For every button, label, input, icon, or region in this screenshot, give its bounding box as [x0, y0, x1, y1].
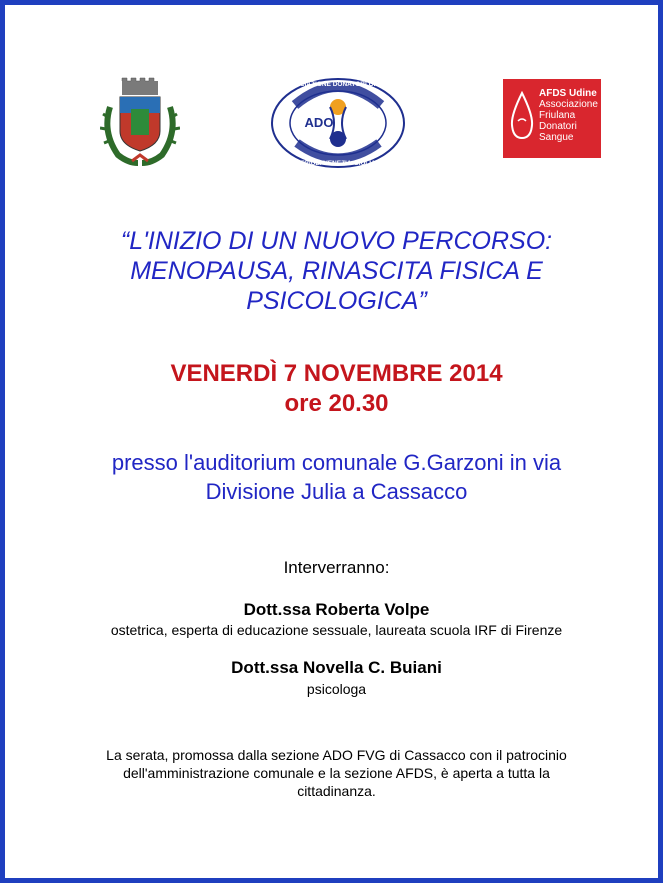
event-date: VENERDÌ 7 NOVEMBRE 2014 [170, 360, 503, 387]
afds-line: AFDS Udine [539, 88, 597, 99]
title-line: “L'INIZIO DI UN NUOVO PERCORSO: [120, 227, 553, 255]
blood-drop-icon [509, 91, 535, 141]
venue-line: Divisione Julia a Cassacco [205, 479, 468, 504]
afds-line: Friulana [539, 110, 576, 121]
footer-line: dell'amministrazione comunale e la sezione AFDS, è aperta a tutta la [123, 765, 550, 781]
event-datetime [65, 359, 608, 419]
ado-logo [267, 75, 409, 169]
ado-ring-top-text: ASSOCIAZIONE DONATORI ORGANI [281, 81, 395, 88]
event-venue [45, 448, 628, 506]
venue-line: presso l'auditorium comunale G.Garzoni in via [111, 450, 562, 475]
afds-logo [503, 79, 601, 158]
ado-ring-bottom-text: FRIULI-VENEZIA-GIULIA [300, 160, 376, 167]
speakers-heading: Interverranno: [283, 558, 390, 577]
event-title [65, 226, 608, 316]
speaker-name: Dott.ssa Novella C. Buiani [231, 658, 442, 677]
speaker-name: Dott.ssa Roberta Volpe [243, 600, 430, 619]
footer-line: cittadinanza. [297, 783, 376, 799]
municipal-crest-logo [100, 77, 180, 169]
event-time: ore 20.30 [284, 390, 389, 417]
speaker-role: ostetrica, esperta di educazione sessuale, laureata scuola IRF di Firenze [110, 622, 563, 638]
title-line: MENOPAUSA, RINASCITA FISICA E [130, 257, 543, 285]
afds-text [539, 88, 598, 143]
title-line: PSICOLOGICA” [246, 287, 427, 315]
ado-center-text: ADO [304, 115, 334, 130]
afds-line: Sangue [539, 132, 574, 143]
afds-line: Associazione [539, 99, 598, 110]
speaker-role: psicologa [306, 681, 367, 697]
afds-line: Donatori [539, 121, 577, 132]
footer-note [65, 746, 608, 800]
footer-line: La serata, promossa dalla sezione ADO FVG di Cassacco con il patrocinio [106, 747, 567, 763]
